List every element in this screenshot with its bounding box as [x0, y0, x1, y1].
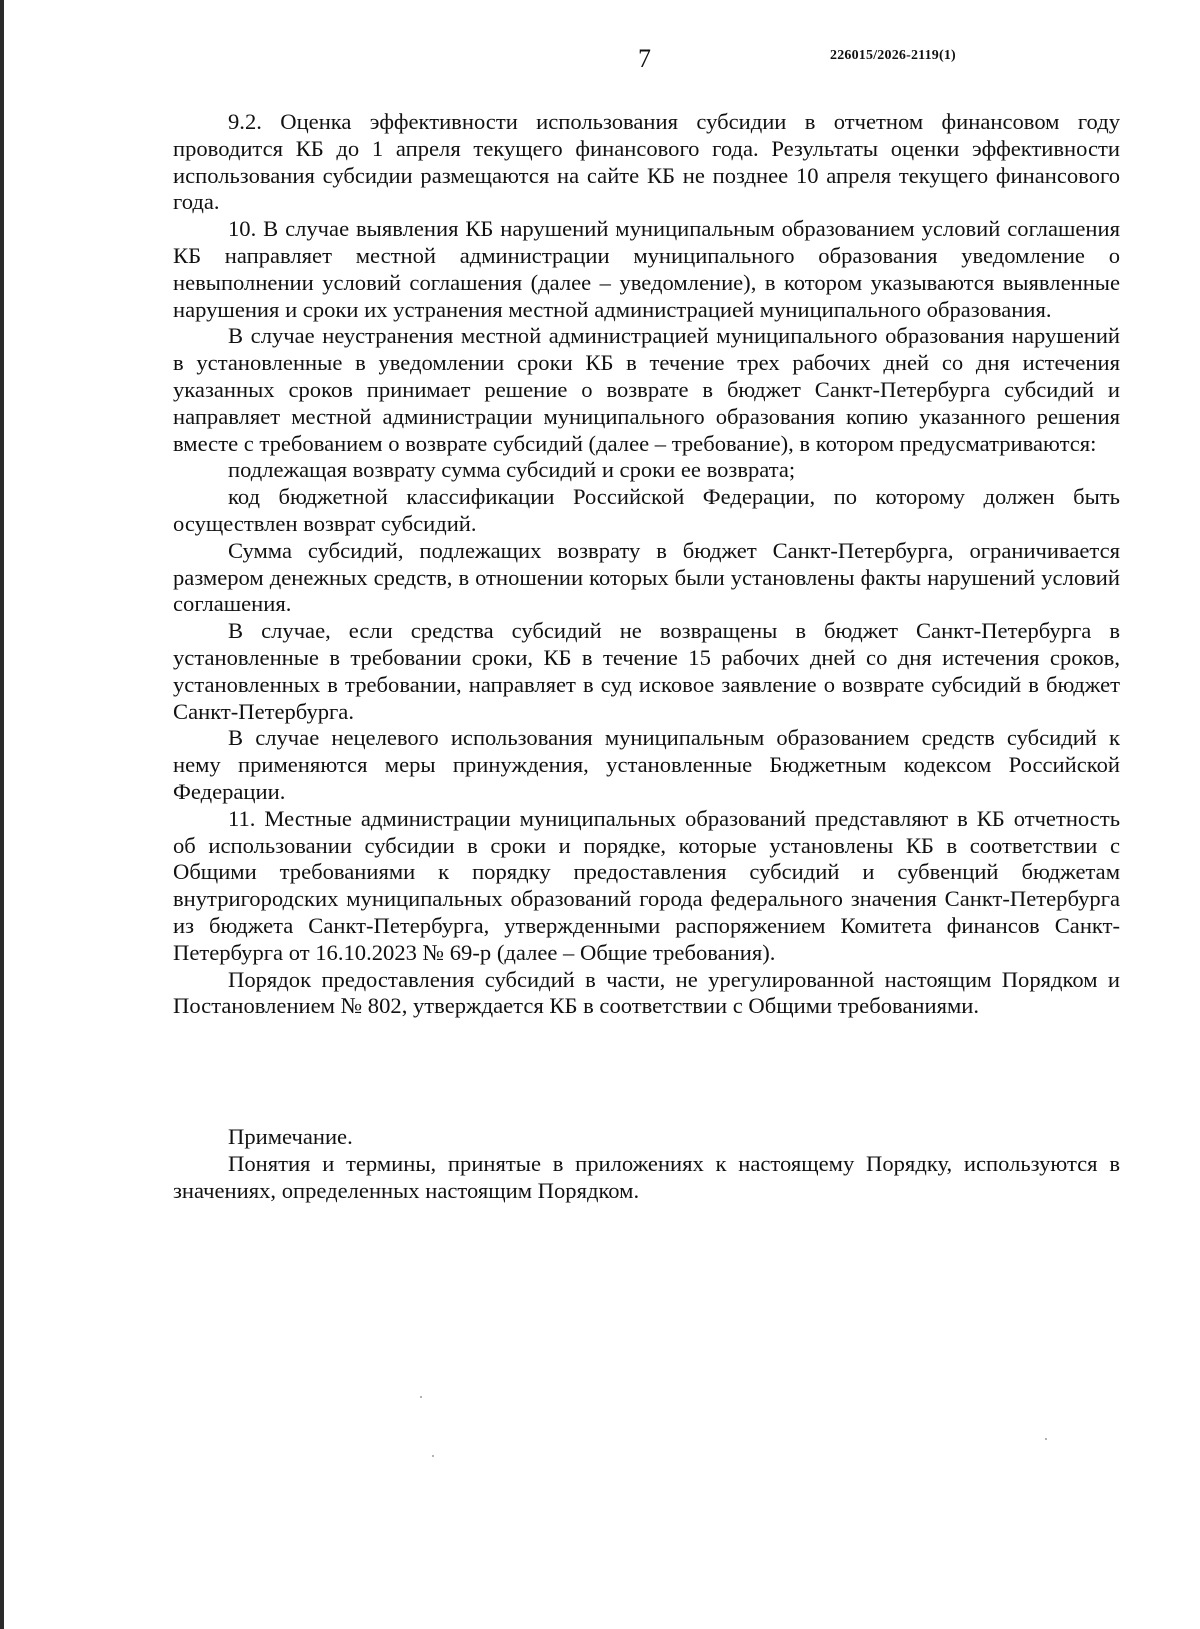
note-text: Понятия и термины, принятые в приложениях к настоящему Порядку, используются в значениях, определенных настоящим Порядком. [173, 1150, 1120, 1203]
paragraph-misuse: В случае нецелевого использования муниципальным образованием средств субсидий к нему применяются меры принуждения, установленные Бюджетным кодексом Российской Федерации. [173, 725, 1120, 804]
scan-edge [0, 0, 4, 1629]
paragraph-refund-limit: Сумма субсидий, подлежащих возврату в бюджет Санкт-Петербурга, ограничивается размером денежных средств, в отношении которых были установлены факты нарушений условий соглашения. [173, 537, 1120, 617]
paragraph-court-claim: В случае, если средства субсидий не возвращены в бюджет Санкт-Петербурга в установленные в требовании сроки, КБ в течение 15 рабочих дней со дня истечения сроков, установленных в требовании, направляет в суд исковое заявление о возврате субсидий в бюджет Санкт-Петербурга. [173, 618, 1120, 724]
document-id: 226015/2026-2119(1) [830, 48, 956, 63]
note-section [173, 1124, 1120, 1204]
paragraph-9-2: 9.2. Оценка эффективности использования субсидии в отчетном финансовом году проводится КБ до 1 апреля текущего финансового года. Результаты оценки эффективности использования субсидии размещаются на сайте КБ не позднее 10 апреля текущего финансового года. [173, 109, 1120, 215]
scan-speck [432, 1455, 434, 1457]
paragraph-refund-amount: подлежащая возврату сумма субсидий и сроки ее возврата; [228, 457, 796, 483]
document-body [173, 109, 1120, 1020]
paragraph-10: 10. В случае выявления КБ нарушений муниципальным образованием условий соглашения КБ направляет местной администрации муниципального образования уведомление о невыполнении условий соглашения (далее – уведомление), в котором указываются выявленные нарушения и сроки их устранения местной администрацией муниципального образования. [173, 216, 1120, 322]
paragraph-procedure: Порядок предоставления субсидий в части, не урегулированной настоящим Порядком и Постановлением № 802, утверждается КБ в соответствии с Общими требованиями. [173, 966, 1120, 1019]
paragraph-non-elimination: В случае неустранения местной администрацией муниципального образования нарушений в установленные в уведомлении сроки КБ в течение трех рабочих дней со дня истечения указанных сроков принимает решение о возврате в бюджет Санкт-Петербурга субсидий и направляет местной администрации муниципального образования копию указанного решения вместе с требованием о возврате субсидий (далее – требование), в котором предусматриваются: [173, 323, 1120, 456]
page-number: 7 [638, 44, 651, 73]
paragraph-budget-code: код бюджетной классификации Российской Федерации, по которому должен быть осуществлен возврат субсидий. [173, 484, 1120, 536]
paragraph-11: 11. Местные администрации муниципальных образований представляют в КБ отчетность об использовании субсидии в сроки и порядке, которые установлены КБ в соответствии с Общими требованиями к порядку предоставления субсидий и субвенций бюджетам внутригородских муниципальных образований города федерального значения Санкт-Петербурга из бюджета Санкт-Петербурга, утвержденными распоряжением Комитета финансов Санкт-Петербурга от 16.10.2023 № 69-р (далее – Общие требования). [173, 805, 1120, 965]
note-title: Примечание. [228, 1124, 353, 1149]
scan-speck [1045, 1438, 1047, 1440]
scan-speck [420, 1396, 422, 1398]
